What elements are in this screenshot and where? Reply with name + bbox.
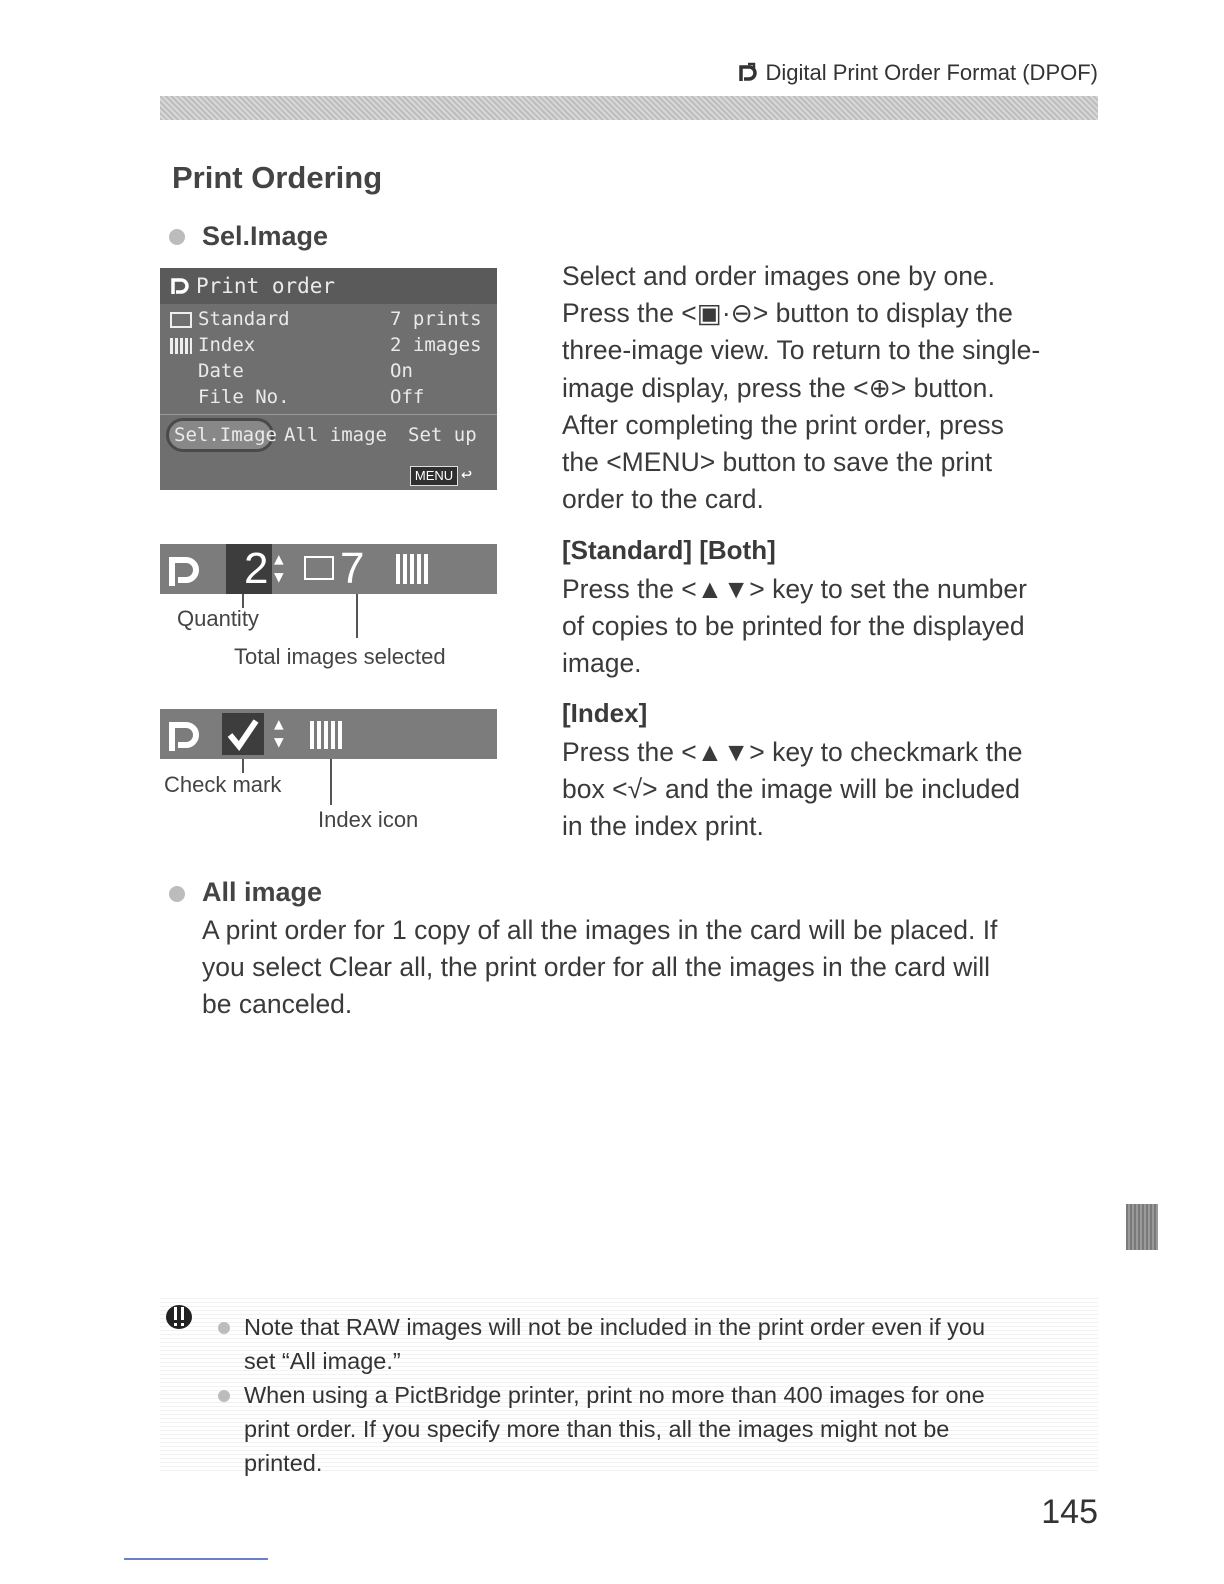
screen-row-value: On	[390, 360, 413, 382]
screen-row-label: Index	[198, 334, 256, 356]
checkbox-box	[222, 713, 264, 755]
index-icon	[310, 721, 344, 749]
screen-row-value: 7 prints	[390, 308, 482, 330]
print-order-screen	[160, 268, 497, 490]
chapter-tab-marker	[1126, 1204, 1158, 1250]
index-heading: [Index]	[562, 698, 648, 728]
pointer-line	[242, 759, 244, 773]
header-bar	[160, 96, 1098, 120]
bullet-icon	[169, 229, 185, 245]
text-line: you select Clear all, the print order for all the images in the card will	[202, 952, 990, 983]
text-line: print order. If you specify more than this, all the images might not be	[244, 1416, 950, 1442]
text-line: of copies to be printed for the displayed	[562, 611, 1025, 642]
bullet-icon	[218, 1322, 230, 1334]
page-header	[738, 60, 1099, 86]
menu-button[interactable]: MENU	[410, 466, 458, 486]
text-line: Press the <▲▼> key to checkmark the	[562, 737, 1023, 767]
page-number: 145	[1041, 1493, 1098, 1531]
text-line: Press the <▣·⊖> button to display the	[562, 298, 1013, 329]
note-raw	[244, 1310, 1094, 1378]
standard-heading: [Standard] [Both]	[562, 535, 776, 565]
text-line: be canceled.	[202, 989, 353, 1020]
tab-sel-image-label: Sel.Image	[174, 424, 277, 446]
pointer-line	[330, 759, 332, 805]
quantity-value: 2	[244, 544, 269, 593]
screen-row-value: 2 images	[390, 334, 482, 356]
text-line: the <MENU> button to save the print	[562, 447, 993, 478]
sel-image-description	[562, 258, 1102, 518]
caption-quantity: Quantity	[177, 606, 259, 631]
index-icon	[170, 338, 192, 354]
tab-set-up[interactable]: Set up	[408, 424, 477, 446]
text-line: order to the card.	[562, 484, 764, 515]
caption-check: Check mark	[164, 772, 282, 797]
text-line: image display, press the <⊕> button.	[562, 372, 995, 403]
total-value: 7	[340, 544, 365, 593]
text-line: After completing the print order, press	[562, 409, 1004, 440]
check-strip	[160, 709, 497, 759]
text-line: Select and order images one by one.	[562, 261, 996, 291]
all-image-description	[202, 912, 1102, 1024]
screen-row-label: Date	[198, 360, 244, 382]
section-title: Print Ordering	[172, 160, 383, 195]
caption-total: Total images selected	[234, 644, 446, 669]
text-line: three-image view. To return to the single-	[562, 335, 1041, 366]
caption-index: Index icon	[318, 807, 419, 832]
print-order-icon	[170, 274, 192, 296]
text-line: image.	[562, 648, 642, 679]
text-line: When using a PictBridge printer, print no more than 400 images for one	[244, 1382, 985, 1408]
bullet-icon	[218, 1390, 230, 1402]
text-line: Press the <▲▼> key to set the number	[562, 574, 1027, 604]
sel-image-heading: Sel.Image	[202, 221, 329, 251]
return-icon: ↩	[461, 464, 472, 485]
text-line: box <√> and the image will be included	[562, 774, 1020, 805]
text-line: A print order for 1 copy of all the images in the card will be placed. If	[202, 915, 998, 945]
screen-title: Print order	[196, 274, 336, 298]
pointer-line	[356, 594, 358, 638]
screen-row-value: Off	[390, 386, 425, 408]
header-title: Digital Print Order Format (DPOF)	[765, 60, 1098, 85]
all-image-heading: All image	[202, 877, 323, 907]
standard-icon	[304, 556, 334, 580]
screen-row-label: Standard	[198, 308, 290, 330]
text-line: in the index print.	[562, 811, 764, 842]
standard-icon	[170, 312, 192, 328]
text-line: set “All image.”	[244, 1348, 401, 1374]
index-icon	[396, 554, 428, 584]
bottom-rule	[124, 1558, 268, 1560]
screen-divider	[160, 414, 497, 415]
bullet-icon	[169, 886, 185, 902]
up-down-icon: ▲ ▼	[274, 714, 284, 751]
caution-icon	[164, 1302, 194, 1332]
text-line: Note that RAW images will not be included in the print order even if you	[244, 1314, 986, 1340]
standard-description	[562, 571, 1102, 683]
print-order-icon	[166, 550, 206, 588]
up-down-icon: ▲ ▼	[274, 549, 284, 586]
pictbridge-icon	[738, 61, 760, 83]
index-description	[562, 734, 1102, 846]
text-line: printed.	[244, 1450, 323, 1476]
screen-row-label: File No.	[198, 386, 290, 408]
quantity-strip	[160, 544, 497, 594]
tab-all-image[interactable]: All image	[284, 424, 387, 446]
note-pictbridge	[244, 1378, 1094, 1480]
print-order-icon	[166, 715, 206, 753]
